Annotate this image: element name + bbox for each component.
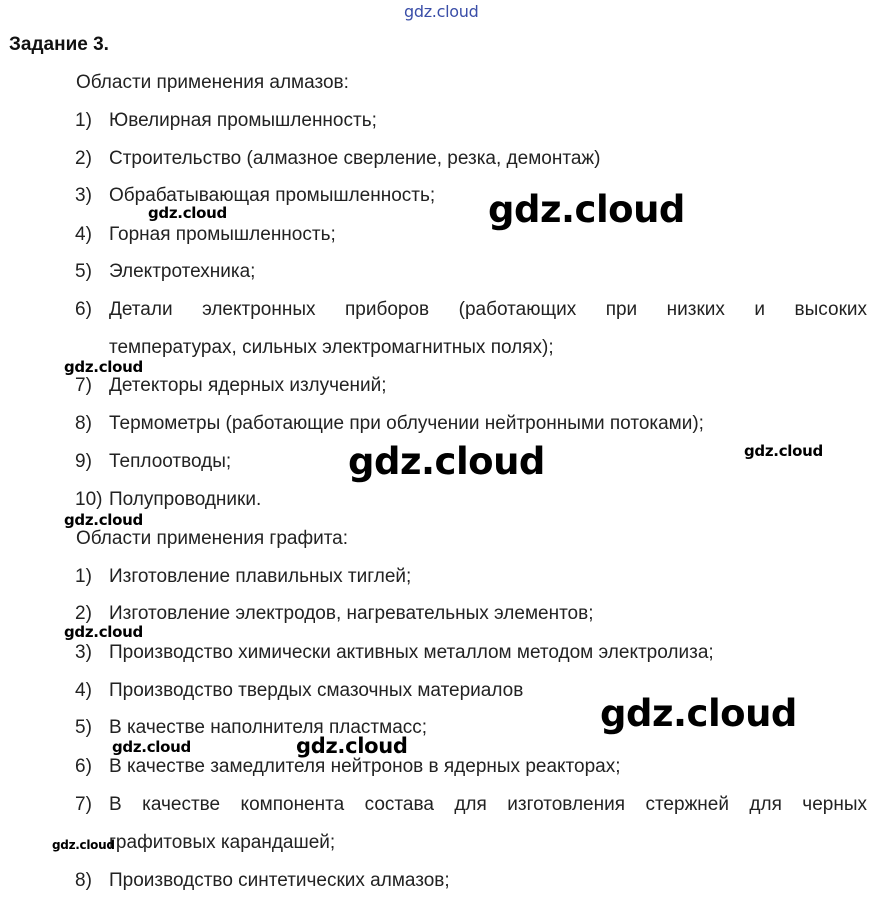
item-text: Производство твердых смазочных материалов (109, 680, 524, 701)
item-text: В качестве наполнителя пластмасс; (109, 717, 428, 738)
item-text-continuation: температурах, сильных электромагнитных полях); (109, 337, 554, 358)
item-number: 3) (75, 642, 92, 663)
item-number: 8) (75, 413, 92, 434)
item-number: 1) (75, 110, 92, 131)
watermark: gdz.cloud (112, 738, 191, 756)
watermark: gdz.cloud (64, 623, 143, 641)
watermark: gdz.cloud (348, 440, 545, 483)
item-text: Детали электронных приборов (работающих при низких и высоких (109, 299, 867, 320)
item-number: 7) (75, 375, 92, 396)
item-number: 5) (75, 261, 92, 282)
watermark: gdz.cloud (744, 442, 823, 460)
item-number: 10) (75, 489, 103, 510)
item-text: Электротехника; (109, 261, 256, 282)
watermark: gdz.cloud (600, 692, 797, 735)
item-number: 6) (75, 756, 92, 777)
item-text: Полупроводники. (109, 489, 262, 510)
item-text: Обрабатывающая промышленность; (109, 185, 436, 206)
watermark: gdz.cloud (488, 188, 685, 231)
item-text: Теплоотводы; (109, 451, 232, 472)
item-number: 2) (75, 603, 92, 624)
item-number: 1) (75, 566, 92, 587)
item-text: В качестве компонента состава для изготовления стержней для черных (109, 794, 867, 815)
item-number: 7) (75, 794, 92, 815)
item-text: Горная промышленность; (109, 224, 336, 245)
item-text: В качестве замедлителя нейтронов в ядерных реакторах; (109, 756, 621, 777)
item-number: 4) (75, 680, 92, 701)
page-title: Задание 3. (9, 34, 109, 55)
watermark: gdz.cloud (296, 734, 408, 758)
item-text: Производство химически активных металлом методом электролиза; (109, 642, 714, 663)
item-number: 4) (75, 224, 92, 245)
watermark: gdz.cloud (52, 838, 115, 852)
item-number: 9) (75, 451, 92, 472)
item-number: 6) (75, 299, 92, 320)
top-watermark: gdz.cloud (404, 2, 479, 21)
item-text: Изготовление электродов, нагревательных элементов; (109, 603, 594, 624)
item-text: Строительство (алмазное сверление, резка, демонтаж) (109, 148, 601, 169)
item-number: 8) (75, 870, 92, 891)
item-text: Ювелирная промышленность; (109, 110, 377, 131)
item-number: 3) (75, 185, 92, 206)
item-text: Производство синтетических алмазов; (109, 870, 450, 891)
item-text-continuation: графитовых карандашей; (109, 832, 336, 853)
item-number: 5) (75, 717, 92, 738)
item-text: Детекторы ядерных излучений; (109, 375, 387, 396)
diamonds-heading: Области применения алмазов: (76, 72, 349, 93)
graphite-heading: Области применения графита: (76, 528, 349, 549)
watermark: gdz.cloud (148, 204, 227, 222)
item-text: Термометры (работающие при облучении нейтронными потоками); (109, 413, 704, 434)
item-number: 2) (75, 148, 92, 169)
watermark: gdz.cloud (64, 511, 143, 529)
watermark: gdz.cloud (64, 358, 143, 376)
item-text: Изготовление плавильных тиглей; (109, 566, 412, 587)
